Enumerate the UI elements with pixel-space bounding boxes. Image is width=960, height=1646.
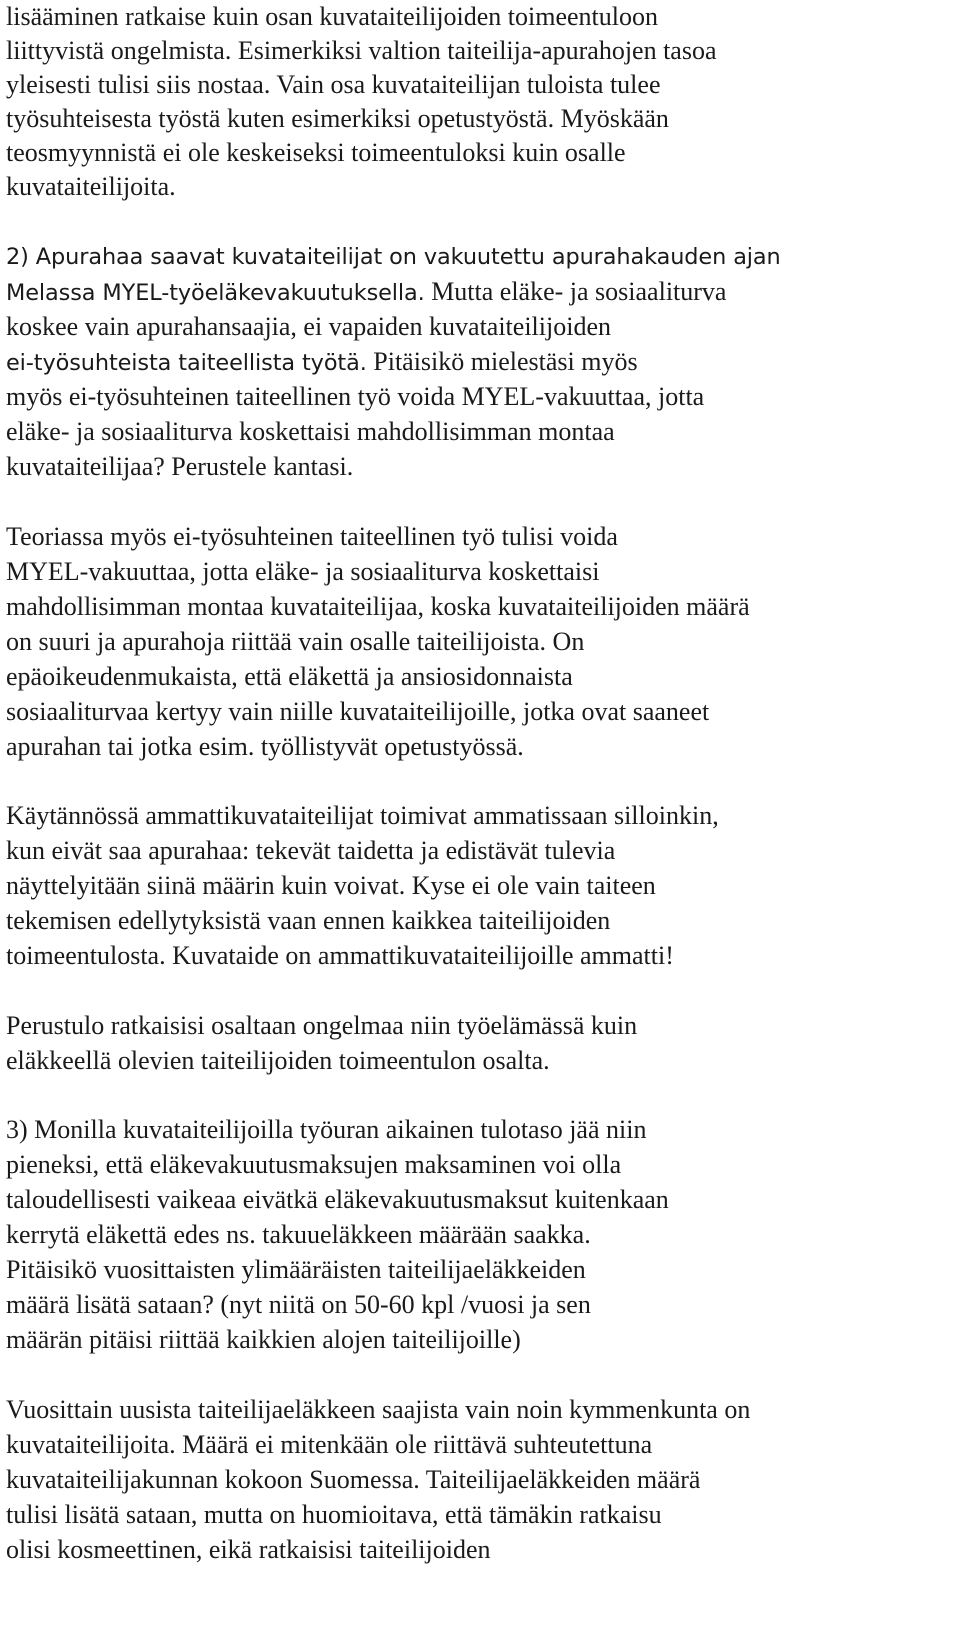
text-span: ei-työsuhteista taiteellista työtä.	[6, 350, 367, 376]
text-line	[6, 275, 726, 310]
text-line	[6, 345, 638, 380]
text-line: Vuosittain uusista taiteilijaeläkkeen saajista vain noin kymmenkunta on	[6, 1395, 751, 1424]
text-span: Mutta eläke- ja sosiaaliturva	[424, 277, 727, 306]
text-line: teosmyynnistä ei ole keskeiseksi toimeentuloksi kuin osalle	[6, 138, 626, 167]
text-line: tulisi lisätä sataan, mutta on huomioitava, että tämäkin ratkaisu	[6, 1500, 662, 1529]
text-line: kuvataiteilijoita. Määrä ei mitenkään ole riittävä suhteutettuna	[6, 1430, 653, 1459]
text-line: 3) Monilla kuvataiteilijoilla työuran aikainen tulotaso jää niin	[6, 1115, 647, 1144]
text-span: Pitäisikö mielestäsi myös	[366, 347, 638, 376]
text-line: kuvataiteilijakunnan kokoon Suomessa. Taiteilijaeläkkeiden määrä	[6, 1465, 701, 1494]
text-line: yleisesti tulisi siis nostaa. Vain osa kuvataiteilijan tuloista tulee	[6, 70, 661, 99]
text-line: Perustulo ratkaisisi osaltaan ongelmaa niin työelämässä kuin	[6, 1011, 638, 1040]
text-line: sosiaaliturvaa kertyy vain niille kuvataiteilijoille, jotka ovat saaneet	[6, 697, 710, 726]
text-line: eläkkeellä olevien taiteilijoiden toimeentulon osalta.	[6, 1046, 550, 1075]
text-line: taloudellisesti vaikeaa eivätkä eläkevakuutusmaksut kuitenkaan	[6, 1185, 669, 1214]
text-line: tekemisen edellytyksistä vaan ennen kaikkea taiteilijoiden	[6, 906, 611, 935]
text-line: mahdollisimman montaa kuvataiteilijaa, koska kuvataiteilijoiden määrä	[6, 592, 750, 621]
text-line: toimeentulosta. Kuvataide on ammattikuvataiteilijoille ammatti!	[6, 941, 674, 970]
text-line: epäoikeudenmukaista, että eläkettä ja ansiosidonnaista	[6, 662, 573, 691]
text-line: koskee vain apurahansaajia, ei vapaiden kuvataiteilijoiden	[6, 312, 611, 341]
text-line: lisääminen ratkaise kuin osan kuvataiteilijoiden toimeentuloon	[6, 2, 659, 31]
text-line: Teoriassa myös ei-työsuhteinen taiteellinen työ tulisi voida	[6, 522, 618, 551]
text-line: kun eivät saa apurahaa: tekevät taidetta ja edistävät tulevia	[6, 836, 616, 865]
text-line: 2) Apurahaa saavat kuvataiteilijat on vakuutettu apurahakauden ajan	[6, 244, 781, 270]
text-line: on suuri ja apurahoja riittää vain osalle taiteilijoista. On	[6, 627, 585, 656]
text-span: Melassa MYEL-työeläkevakuutuksella.	[6, 280, 425, 306]
text-line: pieneksi, että eläkevakuutusmaksujen maksaminen voi olla	[6, 1150, 622, 1179]
text-line: Käytännössä ammattikuvataiteilijat toimivat ammatissaan silloinkin,	[6, 801, 719, 830]
text-line: olisi kosmeettinen, eikä ratkaisisi taiteilijoiden	[6, 1535, 491, 1564]
text-line: näyttelyitään siinä määrin kuin voivat. Kyse ei ole vain taiteen	[6, 871, 656, 900]
text-line: Pitäisikö vuosittaisten ylimääräisten taiteilijaeläkkeiden	[6, 1255, 586, 1284]
text-line: myös ei-työsuhteinen taiteellinen työ voida MYEL-vakuuttaa, jotta	[6, 382, 705, 411]
text-line: apurahan tai jotka esim. työllistyvät opetustyössä.	[6, 732, 524, 761]
text-line: eläke- ja sosiaaliturva koskettaisi mahdollisimman montaa	[6, 417, 615, 446]
text-line: määrän pitäisi riittää kaikkien alojen taiteilijoille)	[6, 1325, 521, 1354]
text-line: työsuhteisesta työstä kuten esimerkiksi opetustyöstä. Myöskään	[6, 104, 669, 133]
text-line: liittyvistä ongelmista. Esimerkiksi valtion taiteilija-apurahojen tasoa	[6, 36, 717, 65]
text-line: kuvataiteilijoita.	[6, 172, 176, 201]
text-line: kuvataiteilijaa? Perustele kantasi.	[6, 452, 354, 481]
text-line: kerrytä eläkettä edes ns. takuueläkkeen määrään saakka.	[6, 1220, 591, 1249]
text-line: määrä lisätä sataan? (nyt niitä on 50-60 kpl /vuosi ja sen	[6, 1290, 591, 1319]
text-line: MYEL-vakuuttaa, jotta eläke- ja sosiaaliturva koskettaisi	[6, 557, 600, 586]
